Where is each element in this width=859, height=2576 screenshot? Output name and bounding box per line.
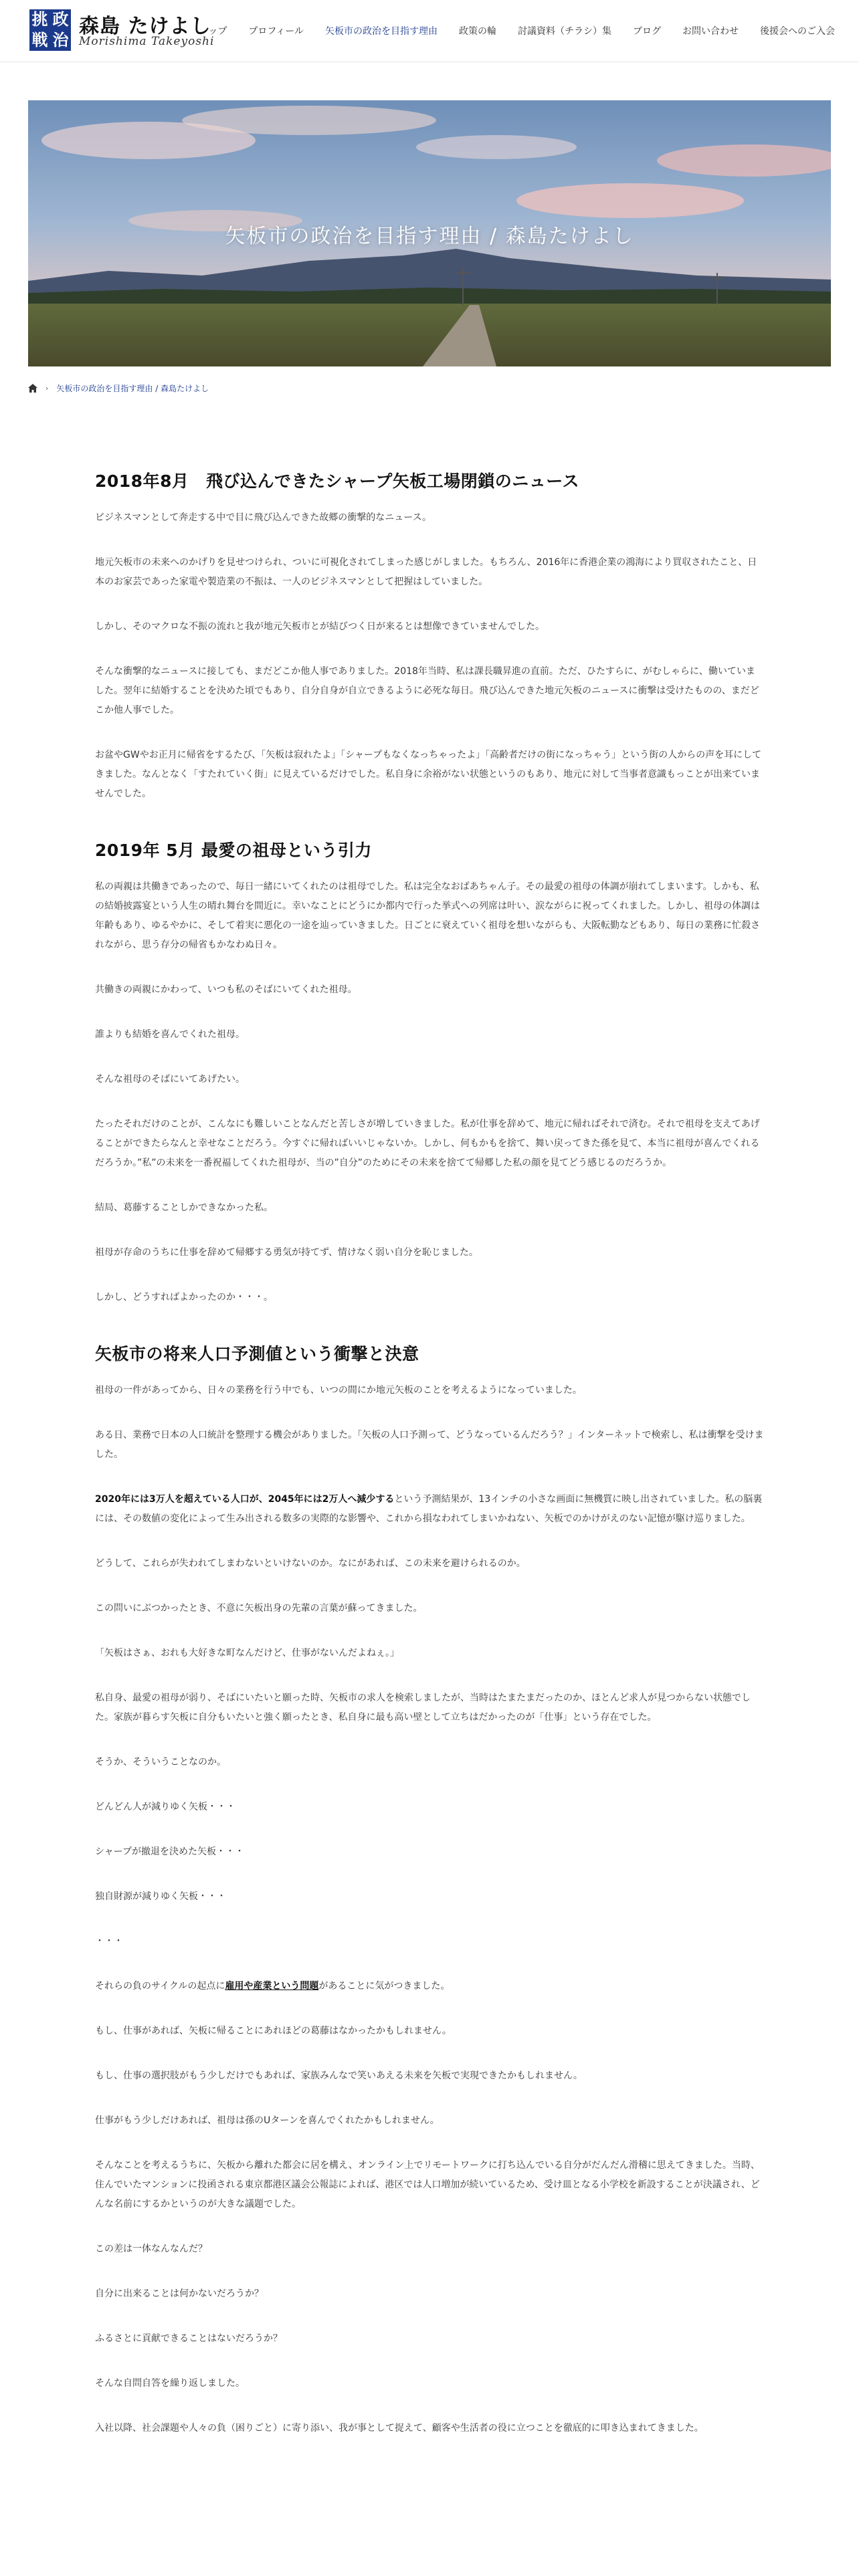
paragraph: 私の両親は共働きであったので、毎日一緒にいてくれたのは祖母でした。私は完全なおばあちゃん子。その最愛の祖母の体調が崩れてしまいます。しかも、私の結婚披露宴という人生の晴れ舞台を間近に。幸いなことにどうにか都内で行った挙式への列席は叶い、涙ながらに祝ってくれました。しかし、祖母の体調は年齢もあり、ゆるやかに、そして着実に悪化の一途を辿っていきました。日ごとに衰えていく祖母を想いながらも、大阪転勤などもあり、毎日の業務に忙殺されながら、思う存分の帰省もかなわぬ日々。 bbox=[95, 881, 760, 950]
paragraph: この差は一体なんなんだ？ bbox=[95, 2244, 207, 2254]
paragraph: お盆やGWやお正月に帰省をするたび、「矢板は寂れたよ」「シャープもなくなっちゃったよ」「高齢者だけの街になっちゃう」という街の人からの声を耳にしてきました。なんとなく「すたれていく街」に見えているだけでした。私自身に余裕がない状態というのもあり、地元に対して当事者意識もっことが出来ていませんでした。 bbox=[95, 750, 762, 799]
nav-item-reason[interactable]: 矢板市の政治を目指す理由 bbox=[325, 26, 438, 37]
section-heading: 矢板市の将来人口予測値という衝撃と決意 bbox=[95, 1344, 419, 1364]
paragraph bbox=[95, 1977, 764, 1996]
paragraph: ある日、業務で日本の人口統計を整理する機会がありました。「矢板の人口予測って、どうなっているんだろう？」インターネットで検索し、私は衝撃を受けました。 bbox=[95, 1430, 764, 1460]
paragraph-text: という予測結果が、13インチの小さな画面に無機質に映し出されていました。私の脳裏には、その数値の変化によって生み出される数多の実際的な影響や、これから損なわれてしまいかねない、矢板でのかけがえのない記憶が駆け巡りました。 bbox=[95, 1494, 763, 1524]
paragraph: どんどん人が減りゆく矢板・・・ bbox=[95, 1802, 235, 1812]
section-heading: 2018年8月 飛び込んできたシャープ矢板工場閉鎖のニュース bbox=[95, 471, 579, 491]
nav-item-top[interactable]: ップ bbox=[208, 26, 227, 37]
site-logo[interactable] bbox=[29, 9, 71, 51]
paragraph: どうして、これらが失われてしまわないといけないのか。なにがあれば、この未来を避けられるのか。 bbox=[95, 1558, 526, 1569]
breadcrumb-current: 矢板市の政治を目指す理由 / 森島たけよし bbox=[56, 384, 209, 393]
paragraph: しかし、どうすればよかったのか・・・。 bbox=[95, 1292, 273, 1303]
home-icon[interactable] bbox=[28, 384, 37, 393]
paragraph bbox=[95, 1490, 764, 1529]
paragraph: 祖母が存命のうちに仕事を辞めて帰郷する勇気が持てず、情けなく弱い自分を恥じました。 bbox=[95, 1247, 478, 1258]
logo-char: 治 bbox=[52, 31, 69, 49]
paragraph: 仕事がもう少しだけあれば、祖母は孫のUターンを喜んでくれたかもしれません。 bbox=[95, 2115, 440, 2126]
paragraph: 地元矢板市の未来へのかげりを見せつけられ、ついに可視化されてしまった感じがしました。もちろん、2016年に香港企業の鴻海により買収されたこと、日本のお家芸であった家電や製造業の不振は、一人のビジネスマンとして把握はしていました。 bbox=[95, 557, 757, 587]
paragraph: 入社以降、社会課題や人々の負（困りごと）に寄り添い、我が事として捉えて、顧客や生活者の役に立つことを徹底的に叩き込まれてきました。 bbox=[95, 2423, 704, 2434]
paragraph: 祖母の一件があってから、日々の業務を行う中でも、いつの間にか地元矢板のことを考えるようになっていました。 bbox=[95, 1385, 582, 1396]
paragraph: この問いにぶつかったとき、不意に矢板出身の先輩の言葉が蘇ってきました。 bbox=[95, 1603, 423, 1614]
nav-item-blog[interactable]: ブログ bbox=[633, 26, 661, 37]
paragraph: そんなことを考えるうちに、矢板から離れた都会に居を構え、オンライン上でリモートワークに打ち込んでいる自分がだんだん滑稽に思えてきました。当時、住んでいたマンションに投函される東京都港区議会公報誌によれば、港区では人口増加が続いているため、受け皿となる小学校を新設することが決議され、どんな名前にするかというのが大きな議題でした。 bbox=[95, 2160, 760, 2210]
paragraph: しかし、そのマクロな不振の流れと我が地元矢板市とが結びつく日が来るとは想像できていませんでした。 bbox=[95, 621, 545, 632]
paragraph: 結局、葛藤することしかできなかった私。 bbox=[95, 1202, 273, 1213]
paragraph: シャープが撤退を決めた矢板・・・ bbox=[95, 1846, 245, 1857]
emphasis-underline-text: 雇用や産業という問題 bbox=[225, 1981, 319, 1992]
breadcrumb bbox=[28, 383, 209, 394]
paragraph: 自分に出来ることは何かないだろうか？ bbox=[95, 2288, 264, 2299]
nav-item-flyers[interactable]: 討議資料（チラシ）集 bbox=[518, 26, 611, 37]
nav-item-policy[interactable]: 政策の輪 bbox=[459, 26, 496, 37]
emphasis-text: 2020年には3万人を超えている人口が、2045年には2万人へ減少する bbox=[95, 1494, 395, 1505]
paragraph: もし、仕事の選択肢がもう少しだけでもあれば、家族みんなで笑いあえる未来を矢板で実現できたかもしれません。 bbox=[95, 2070, 583, 2081]
global-nav bbox=[197, 0, 846, 62]
paragraph: たったそれだけのことが、こんなにも難しいことなんだと苦しさが増していきました。私が仕事を辞めて、地元に帰ればそれで済む。それで祖母を支えてあげることができたらなんと幸せなことだろう。今すぐに帰ればいいじゃないか。しかし、何もかもを捨て、舞い戻ってきた孫を見て、本当に祖母が喜んでくれるだろうか。”私”の未来を一番祝福してくれた祖母が、当の”自分”のためにその未来を捨てて帰郷した私の顔を見てどう感じるのだろうか。 bbox=[95, 1119, 760, 1168]
site-header bbox=[0, 0, 859, 62]
nav-item-contact[interactable]: お問い合わせ bbox=[682, 26, 739, 37]
paragraph: 「矢板はさぁ、おれも大好きな町なんだけど、仕事がないんだよねぇ。」 bbox=[95, 1648, 399, 1658]
logo-char: 挑 bbox=[31, 10, 48, 29]
article-body bbox=[95, 435, 764, 2571]
paragraph: そうか、そういうことなのか。 bbox=[95, 1757, 226, 1767]
paragraph: もし、仕事があれば、矢板に帰ることにあれほどの葛藤はなかったかもしれません。 bbox=[95, 2026, 452, 2036]
paragraph: ・・・ bbox=[95, 1936, 123, 1947]
site-name-roman: Morishima Takeyoshi bbox=[79, 35, 215, 48]
paragraph: ふるさとに貢献できることはないだろうか？ bbox=[95, 2333, 282, 2344]
section-heading: 2019年 5月 最愛の祖母という引力 bbox=[95, 841, 372, 860]
paragraph: 共働きの両親にかわって、いつも私のそばにいてくれた祖母。 bbox=[95, 984, 357, 995]
logo-char: 政 bbox=[52, 10, 69, 29]
paragraph: 独自財源が減りゆく矢板・・・ bbox=[95, 1891, 226, 1902]
site-name[interactable]: 森島 たけよし bbox=[79, 15, 211, 38]
hero-banner bbox=[28, 100, 831, 366]
paragraph: そんな祖母のそばにいてあげたい。 bbox=[95, 1074, 245, 1085]
nav-item-profile[interactable]: プロフィール bbox=[248, 26, 304, 37]
paragraph-text: があることに気がつきました。 bbox=[318, 1981, 450, 1992]
nav-item-support[interactable]: 後援会へのご入会 bbox=[760, 26, 835, 37]
logo-char: 戦 bbox=[31, 31, 48, 49]
paragraph: そんな衝撃的なニュースに接しても、まだどこか他人事でありました。2018年当時、私は課長職昇進の直前。ただ、ひたすらに、がむしゃらに、働いていました。翌年に結婚することを決めた頃でもあり、自分自身が自立できるように必死な毎日。飛び込んできた地元矢板のニュースに衝撃は受けたものの、まだどこか他人事でした。 bbox=[95, 666, 759, 716]
paragraph: 私自身、最愛の祖母が弱り、そばにいたいと願った時、矢板市の求人を検索しましたが、当時はたまたまだったのか、ほとんど求人が見つからない状態でした。家族が暮らす矢板に自分もいたいと強く願ったとき、私自身に最も高い壁として立ちはだかったのが「仕事」という存在でした。 bbox=[95, 1693, 751, 1723]
paragraph: そんな自問自答を繰り返しました。 bbox=[95, 2378, 245, 2389]
paragraph: 誰よりも結婚を喜んでくれた祖母。 bbox=[95, 1029, 245, 1040]
paragraph-text: それらの負のサイクルの起点に bbox=[95, 1981, 225, 1992]
paragraph: ビジネスマンとして奔走する中で目に飛び込んできた故郷の衝撃的なニュース。 bbox=[95, 512, 432, 523]
hero-title: 矢板市の政治を目指す理由 / 森島たけよし bbox=[225, 225, 634, 248]
chevron-right-icon: › bbox=[45, 384, 49, 393]
